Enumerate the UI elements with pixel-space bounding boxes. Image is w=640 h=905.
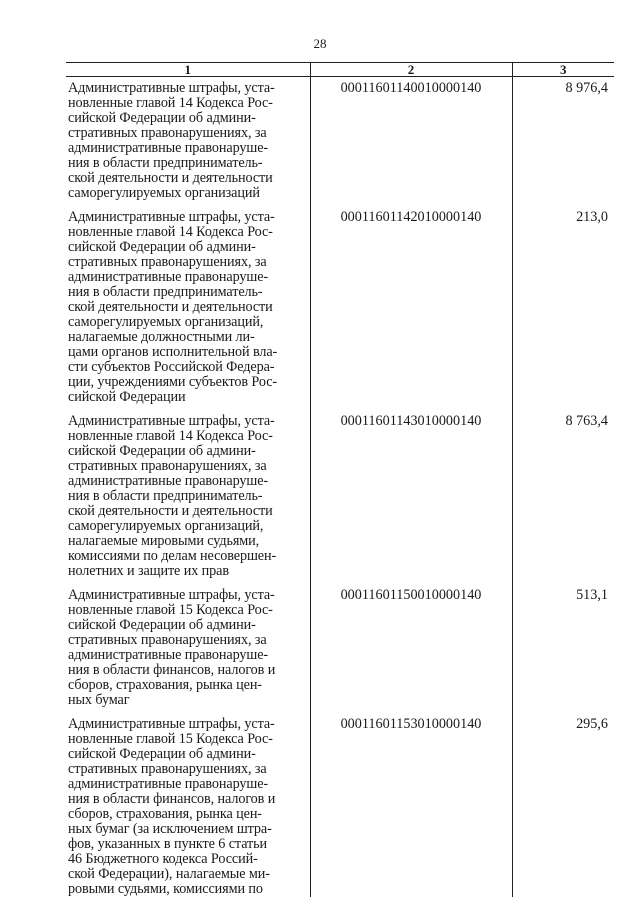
description-line: ской деятельности и деятельности bbox=[68, 503, 273, 519]
revenue-description bbox=[66, 584, 310, 713]
description-line: ния в области предприниматель- bbox=[68, 488, 263, 504]
table-row bbox=[66, 713, 614, 897]
description-line: ской Федерации), налагаемые ми- bbox=[68, 866, 270, 882]
description-line: административные правонаруше- bbox=[68, 647, 269, 663]
description-line: ровыми судьями, комиссиями по bbox=[68, 881, 263, 897]
budget-table-container bbox=[66, 62, 614, 897]
description-line: административные правонаруше- bbox=[68, 140, 269, 156]
description-line: налагаемые мировыми судьями, bbox=[68, 533, 260, 549]
description-line: Административные штрафы, уста- bbox=[68, 413, 275, 429]
description-line: Административные штрафы, уста- bbox=[68, 80, 275, 96]
description-line: стративных правонарушениях, за bbox=[68, 632, 267, 648]
amount-value: 8 976,4 bbox=[512, 77, 614, 207]
description-line: ской деятельности и деятельности bbox=[68, 299, 273, 315]
table-row bbox=[66, 206, 614, 410]
column-header-3: 3 bbox=[512, 63, 614, 77]
description-line: сийской Федерации об админи- bbox=[68, 746, 256, 762]
table-row bbox=[66, 584, 614, 713]
budget-classification-code: 00011601143010000140 bbox=[310, 410, 512, 584]
description-line: ния в области предприниматель- bbox=[68, 284, 263, 300]
description-line: ных бумаг (за исключением штра- bbox=[68, 821, 272, 837]
description-line: ской деятельности и деятельности bbox=[68, 170, 273, 186]
description-line: саморегулируемых организаций, bbox=[68, 314, 264, 330]
description-line: новленные главой 14 Кодекса Рос- bbox=[68, 224, 273, 240]
amount-value: 513,1 bbox=[512, 584, 614, 713]
amount-value: 213,0 bbox=[512, 206, 614, 410]
table-row bbox=[66, 77, 614, 207]
description-line: новленные главой 15 Кодекса Рос- bbox=[68, 602, 273, 618]
revenue-description bbox=[66, 206, 310, 410]
budget-table bbox=[66, 62, 614, 897]
description-line: новленные главой 15 Кодекса Рос- bbox=[68, 731, 273, 747]
column-header-1: 1 bbox=[66, 63, 310, 77]
budget-classification-code: 00011601150010000140 bbox=[310, 584, 512, 713]
description-line: сборов, страхования, рынка цен- bbox=[68, 806, 262, 822]
description-line: налагаемые должностными ли- bbox=[68, 329, 255, 345]
description-line: ния в области предприниматель- bbox=[68, 155, 263, 171]
description-line: сийской Федерации bbox=[68, 389, 186, 405]
budget-classification-code: 00011601140010000140 bbox=[310, 77, 512, 207]
description-line: цами органов исполнительной вла- bbox=[68, 344, 278, 360]
column-header-2: 2 bbox=[310, 63, 512, 77]
revenue-description bbox=[66, 77, 310, 207]
table-row bbox=[66, 410, 614, 584]
description-line: Административные штрафы, уста- bbox=[68, 587, 275, 603]
description-line: стративных правонарушениях, за bbox=[68, 125, 267, 141]
description-line: ния в области финансов, налогов и bbox=[68, 791, 276, 807]
budget-classification-code: 00011601142010000140 bbox=[310, 206, 512, 410]
revenue-description bbox=[66, 713, 310, 897]
budget-classification-code: 00011601153010000140 bbox=[310, 713, 512, 897]
description-line: Административные штрафы, уста- bbox=[68, 209, 275, 225]
description-line: саморегулируемых организаций, bbox=[68, 518, 264, 534]
description-line: комиссиями по делам несовершен- bbox=[68, 548, 277, 564]
revenue-description bbox=[66, 410, 310, 584]
description-line: ции, учреждениями субъектов Рос- bbox=[68, 374, 278, 390]
amount-value: 8 763,4 bbox=[512, 410, 614, 584]
description-line: административные правонаруше- bbox=[68, 776, 269, 792]
description-line: сийской Федерации об админи- bbox=[68, 110, 256, 126]
description-line: нолетних и защите их прав bbox=[68, 563, 229, 579]
description-line: сийской Федерации об админи- bbox=[68, 617, 256, 633]
description-line: ных бумаг bbox=[68, 692, 130, 708]
description-line: административные правонаруше- bbox=[68, 269, 269, 285]
amount-value: 295,6 bbox=[512, 713, 614, 897]
description-line: стративных правонарушениях, за bbox=[68, 761, 267, 777]
description-line: новленные главой 14 Кодекса Рос- bbox=[68, 95, 273, 111]
description-line: стративных правонарушениях, за bbox=[68, 254, 267, 270]
table-header bbox=[66, 63, 614, 77]
description-line: сти субъектов Российской Федера- bbox=[68, 359, 275, 375]
description-line: Административные штрафы, уста- bbox=[68, 716, 275, 732]
description-line: саморегулируемых организаций bbox=[68, 185, 260, 201]
page-number: 28 bbox=[313, 36, 327, 51]
description-line: фов, указанных в пункте 6 статьи bbox=[68, 836, 267, 852]
description-line: сийской Федерации об админи- bbox=[68, 239, 256, 255]
description-line: стративных правонарушениях, за bbox=[68, 458, 267, 474]
description-line: сийской Федерации об админи- bbox=[68, 443, 256, 459]
description-line: 46 Бюджетного кодекса Россий- bbox=[68, 851, 258, 867]
description-line: новленные главой 14 Кодекса Рос- bbox=[68, 428, 273, 444]
description-line: административные правонаруше- bbox=[68, 473, 269, 489]
description-line: сборов, страхования, рынка цен- bbox=[68, 677, 262, 693]
table-body bbox=[66, 77, 614, 898]
description-line: ния в области финансов, налогов и bbox=[68, 662, 276, 678]
